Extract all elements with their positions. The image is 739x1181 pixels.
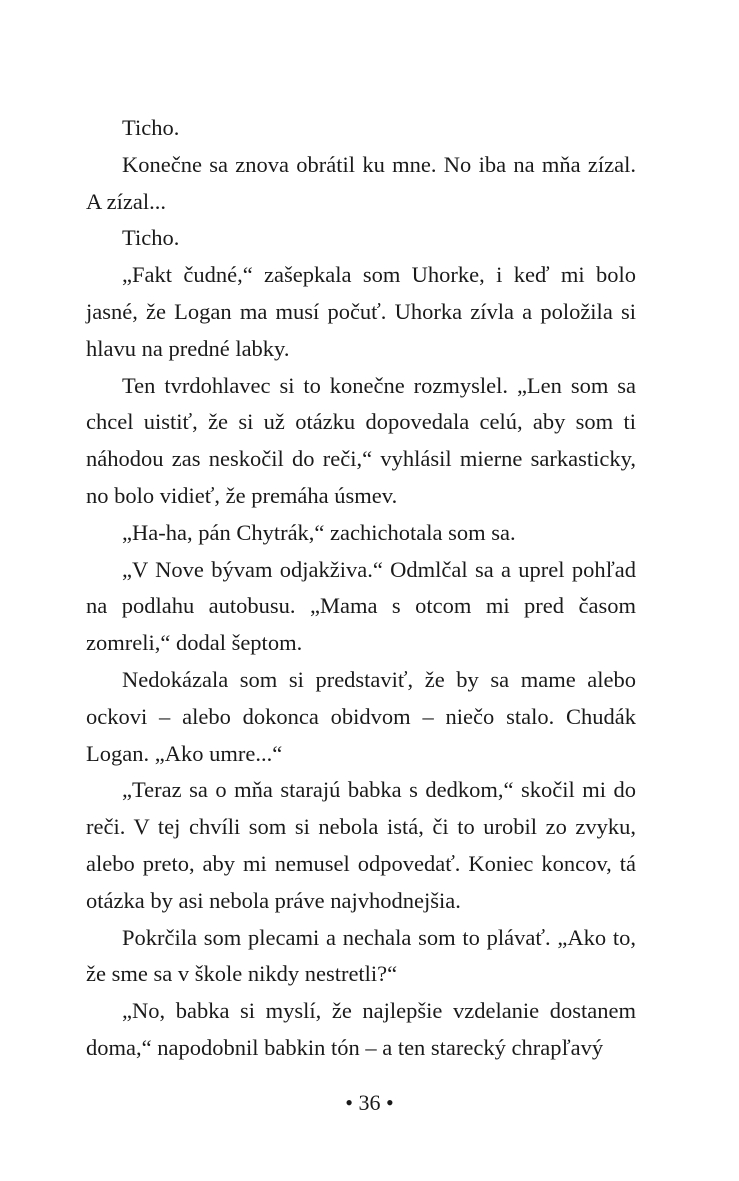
- paragraph: Ticho.: [122, 115, 180, 140]
- paragraph: „Fakt čudné,“ zašepkala som Uhorke, i keď mi bolo jasné, že Logan ma musí počuť. Uhorka zívla a položila si hlavu na predné labky.: [86, 262, 636, 361]
- paragraph: Ten tvrdohlavec si to konečne rozmyslel. „Len som sa chcel uistiť, že si už otázku dopovedala celú, aby som ti náhodou zas neskočil do reči,“ vyhlásil mierne sarkasticky, no bolo vidieť, že premáha úsmev.: [86, 372, 636, 508]
- paragraph: „V Nove bývam odjakživa.“ Odmlčal sa a uprel pohľad na podlahu autobusu. „Mama s otcom mi pred časom zomreli,“ dodal šeptom.: [86, 556, 636, 656]
- paragraph: „No, babka si myslí, že najlepšie vzdelanie dostanem doma,“ napodobnil babkin tón – a ten starecký chrapľavý: [86, 998, 636, 1060]
- paragraph: „Ha-ha, pán Chytrák,“ zachichotala som sa.: [122, 519, 516, 545]
- paragraph: Pokrčila som plecami a nechala som to plávať. „Ako to, že sme sa v škole nikdy nestretli?“: [86, 924, 636, 987]
- paragraph: Konečne sa znova obrátil ku mne. No iba na mňa zízal. A zízal...: [86, 151, 636, 214]
- body-text: [86, 110, 636, 1067]
- paragraph: Ticho.: [122, 225, 180, 251]
- paragraph: Nedokázala som si predstaviť, že by sa mame alebo ockovi – alebo dokonca obidvom – niečo stalo. Chudák Logan. „Ako umre...“: [86, 666, 636, 766]
- page-number: • 36 •: [345, 1090, 394, 1115]
- paragraph: „Teraz sa o mňa starajú babka s dedkom,“ skočil mi do reči. V tej chvíli som si nebola istá, či to urobil zo zvyku, alebo preto, aby mi nemusel odpovedať. Koniec koncov, tá otázka by asi nebola práve najvhodnejšia.: [86, 777, 636, 913]
